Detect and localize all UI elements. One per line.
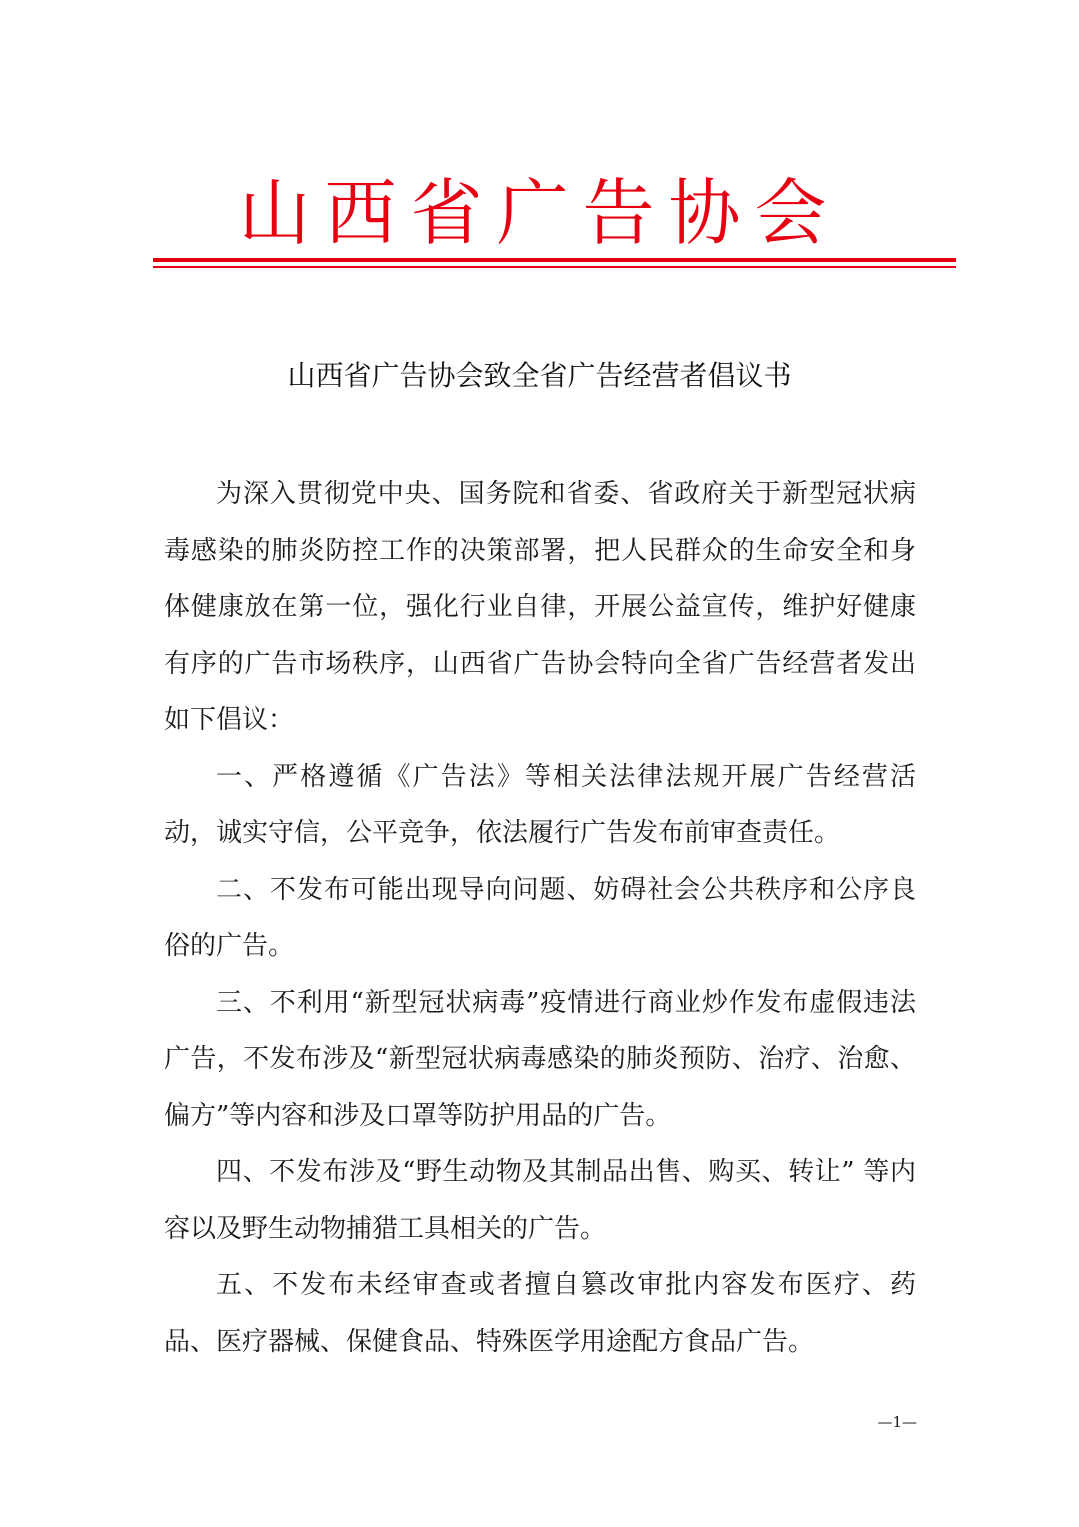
masthead-thin-rule <box>153 266 956 268</box>
proposal-item-2: 二、不发布可能出现导向问题、妨碍社会公共秩序和公序良俗的广告。 <box>164 874 916 961</box>
masthead-org-name: 山西省广告协会 <box>238 171 841 255</box>
proposal-item-4: 四、不发布涉及“野生动物及其制品出售、购买、转让” 等内容以及野生动物捕猎工具相关的广告。 <box>164 1157 916 1244</box>
proposal-item-1: 一、严格遵循《广告法》等相关法律法规开展广告经营活动，诚实守信，公平竞争，依法履行广告发布前审查责任。 <box>164 761 916 848</box>
document-body <box>164 466 916 1370</box>
proposal-item-5: 五、不发布未经审查或者擅自篡改审批内容发布医疗、药品、医疗器械、保健食品、特殊医学用途配方食品广告。 <box>164 1270 916 1357</box>
proposal-item-3: 三、不利用“新型冠状病毒”疫情进行商业炒作发布虚假违法广告，不发布涉及“新型冠状病毒感染的肺炎预防、治疗、治愈、偏方”等内容和涉及口罩等防护用品的广告。 <box>164 987 916 1131</box>
intro-paragraph: 为深入贯彻党中央、国务院和省委、省政府关于新型冠状病毒感染的肺炎防控工作的决策部署，把人民群众的生命安全和身体健康放在第一位，强化行业自律，开展公益宣传，维护好健康有序的广告市场秩序，山西省广告协会特向全省广告经营者发出如下倡议： <box>164 479 916 735</box>
masthead-thick-rule <box>153 258 956 262</box>
page-number: —1— <box>877 1413 917 1431</box>
document-title: 山西省广告协会致全省广告经营者倡议书 <box>287 359 792 392</box>
